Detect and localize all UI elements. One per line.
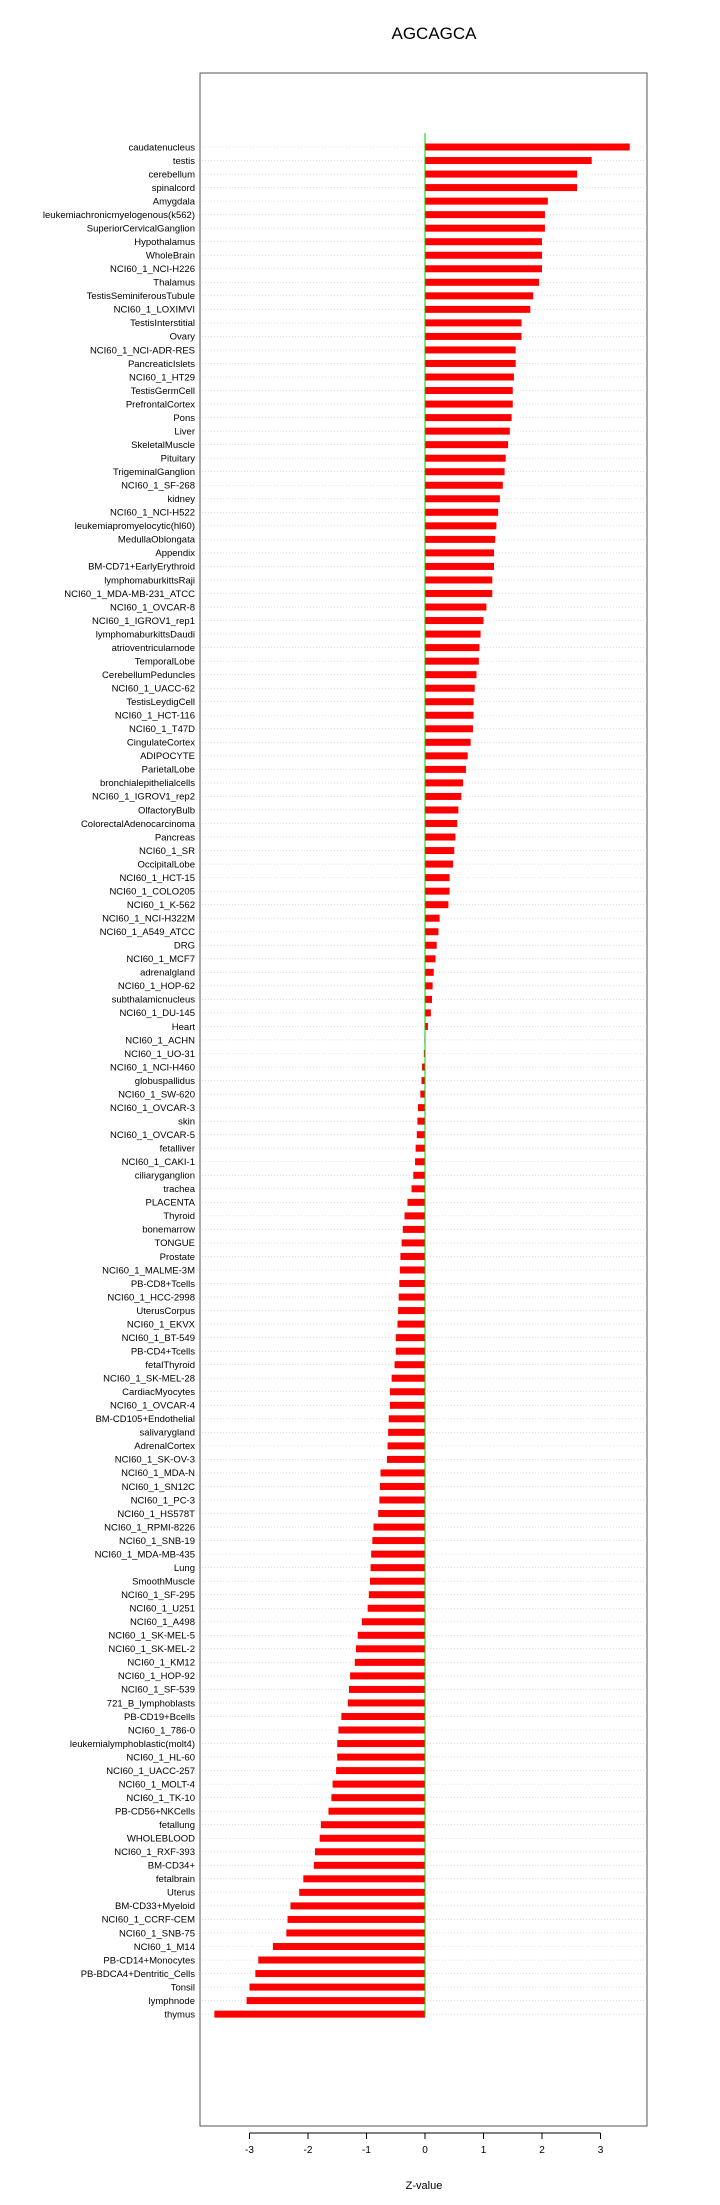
bar [425, 144, 630, 151]
category-label: bronchialepithelialcells [99, 778, 195, 790]
bar [425, 563, 494, 570]
bar [400, 1253, 425, 1260]
category-label: NCI60_1_CAKI-1 [121, 1157, 195, 1169]
x-axis [245, 2133, 604, 2156]
bar [425, 779, 463, 786]
bar [425, 847, 454, 854]
category-label: SkeletalMuscle [131, 439, 195, 451]
bar [374, 1524, 425, 1531]
bar [425, 766, 466, 773]
category-label: Appendix [155, 548, 195, 560]
bar [396, 1348, 425, 1355]
category-label: testis [172, 155, 195, 167]
category-label: NCI60_1_RXF-393 [114, 1847, 195, 1859]
category-label: NCI60_1_HT29 [128, 372, 195, 384]
category-label: PB-CD8+Tcells [130, 1278, 195, 1290]
category-label: NCI60_1_SF-295 [121, 1590, 195, 1602]
bar [400, 1266, 425, 1273]
bar [425, 292, 533, 299]
bar [303, 1875, 425, 1882]
category-label: fetalThyroid [145, 1360, 195, 1371]
category-label: trachea [163, 1184, 195, 1196]
category-label: PancreaticIslets [127, 358, 195, 370]
category-label: skin [178, 1116, 195, 1128]
bar [380, 1483, 425, 1490]
category-label: NCI60_1_MALME-3M [102, 1265, 195, 1277]
category-label: NCI60_1_NCI-ADR-RES [89, 345, 195, 357]
category-label: Pancreas [154, 832, 195, 844]
bar [355, 1659, 425, 1666]
bar [425, 265, 542, 272]
bar [405, 1212, 425, 1219]
bar [379, 1497, 425, 1504]
category-label: TestisSeminiferousTubule [86, 291, 195, 303]
category-label: NCI60_1_HCT-15 [119, 872, 195, 884]
bar [425, 171, 577, 178]
bar [273, 1943, 425, 1950]
category-label: bonemarrow [142, 1224, 195, 1236]
category-label: NCI60_1_SR [139, 845, 195, 857]
bar [425, 441, 508, 448]
bar [255, 1970, 425, 1977]
bar [350, 1672, 425, 1679]
bar [420, 1091, 425, 1098]
bar [396, 1334, 425, 1341]
bar [336, 1767, 425, 1774]
category-label: Heart [171, 1021, 195, 1033]
category-label: NCI60_1_OVCAR-8 [109, 602, 195, 614]
category-label: NCI60_1_NCI-H460 [109, 1062, 195, 1074]
category-label: ADIPOCYTE [140, 751, 195, 763]
bar [425, 346, 516, 353]
bar [425, 238, 542, 245]
category-label: globuspallidus [134, 1075, 195, 1087]
bar [413, 1172, 425, 1179]
category-label: NCI60_1_UO-31 [124, 1048, 195, 1060]
category-label: NCI60_1_HOP-62 [117, 981, 195, 993]
bar [425, 1009, 431, 1016]
bar [425, 739, 471, 746]
category-label: NCI60_1_SK-OV-3 [114, 1454, 195, 1466]
bar [425, 685, 475, 692]
bar [425, 604, 486, 611]
category-label: Lung [173, 1562, 195, 1574]
category-label: NCI60_1_UACC-257 [106, 1765, 195, 1777]
category-label: NCI60_1_PC-3 [130, 1495, 195, 1507]
category-label: NCI60_1_MDA-N [121, 1468, 195, 1480]
x-tick-label: 3 [597, 2145, 604, 2156]
bar [388, 1429, 425, 1436]
category-label: NCI60_1_ACHN [125, 1035, 195, 1047]
category-label: Uterus [167, 1887, 195, 1899]
category-label: NCI60_1_U251 [129, 1603, 195, 1615]
plot-area-frame [200, 73, 647, 2126]
bar [425, 658, 479, 665]
category-label: NCI60_1_EKVX [126, 1319, 195, 1331]
bar [425, 468, 505, 475]
category-label: NCI60_1_HCC-2998 [107, 1292, 195, 1304]
category-label: fetallung [159, 1820, 195, 1832]
category-label: NCI60_1_TK-10 [126, 1792, 195, 1804]
bar [371, 1564, 425, 1571]
category-label: NCI60_1_COLO205 [109, 886, 195, 898]
bar [299, 1889, 425, 1896]
category-label: lymphnode [148, 1995, 195, 2007]
bar [387, 1456, 425, 1463]
category-label: atrioventricularnode [111, 642, 195, 654]
bar [250, 1984, 426, 1991]
category-label: NCI60_1_HOP-92 [117, 1671, 195, 1683]
category-label: PrefrontalCortex [125, 399, 195, 411]
category-label: PB-CD19+Bcells [123, 1711, 195, 1723]
category-label: NCI60_1_786-0 [127, 1725, 195, 1737]
category-label: SuperiorCervicalGanglion [86, 223, 195, 235]
bar [425, 157, 592, 164]
bar [378, 1510, 425, 1517]
category-label: WHOLEBLOOD [126, 1833, 195, 1845]
bar [416, 1145, 425, 1152]
bar [337, 1740, 425, 1747]
bar [371, 1551, 425, 1558]
category-label: Amygdala [152, 196, 195, 208]
category-label: SmoothMuscle [132, 1576, 195, 1588]
bar [290, 1902, 425, 1909]
category-label: NCI60_1_NCI-H226 [109, 264, 195, 276]
bar [425, 996, 432, 1003]
category-label: NCI60_1_OVCAR-3 [109, 1102, 195, 1114]
category-label: NCI60_1_OVCAR-5 [109, 1129, 195, 1141]
bar [320, 1835, 425, 1842]
category-label: Prostate [159, 1251, 195, 1263]
category-label: Ovary [169, 331, 195, 343]
bar [425, 631, 481, 638]
category-label: caudatenucleus [128, 142, 195, 154]
bar [425, 793, 461, 800]
bar [425, 428, 510, 435]
category-label: TestisGermCell [130, 385, 195, 397]
bar [425, 861, 453, 868]
category-label: Tonsil [170, 1982, 195, 1994]
bar [425, 279, 539, 286]
category-label: BM-CD71+EarlyErythroid [88, 561, 195, 573]
category-label: NCI60_1_SF-268 [121, 480, 195, 492]
bar [372, 1537, 425, 1544]
category-label: NCI60_1_CCRF-CEM [101, 1914, 195, 1926]
category-label: ParietalLobe [141, 764, 195, 776]
bar [321, 1821, 425, 1828]
category-label: NCI60_1_RPMI-8226 [104, 1522, 195, 1534]
bar [425, 590, 492, 597]
category-label: NCI60_1_A549_ATCC [99, 927, 195, 939]
bar [315, 1848, 425, 1855]
category-label: Pons [173, 412, 195, 424]
bar [425, 549, 494, 556]
category-label: TrigeminalGanglion [112, 467, 195, 479]
x-tick-label: 2 [539, 2145, 545, 2156]
bar [398, 1307, 425, 1314]
category-label: BM-CD33+Myeloid [115, 1901, 195, 1913]
bar [425, 576, 492, 583]
category-label: PB-BDCA4+Dentritic_Cells [80, 1968, 195, 1980]
category-labels [43, 142, 196, 2020]
category-label: lymphomaburkittsDaudi [95, 629, 195, 641]
category-label: adrenalgland [140, 967, 195, 979]
bar [425, 712, 474, 719]
category-label: CerebellumPeduncles [102, 669, 195, 681]
bar [288, 1916, 425, 1923]
bar [258, 1957, 425, 1964]
category-label: fetalbrain [155, 1874, 195, 1886]
bars [214, 144, 629, 2018]
bar [381, 1469, 425, 1476]
category-label: NCI60_1_MDA-MB-231_ATCC [64, 588, 195, 600]
category-label: ciliaryganglion [134, 1170, 195, 1182]
bar [425, 928, 438, 935]
bar [425, 915, 440, 922]
category-label: NCI60_1_K-562 [126, 899, 195, 911]
bar [389, 1415, 425, 1422]
bar [425, 252, 542, 259]
bar [286, 1929, 425, 1936]
category-label: NCI60_1_HL-60 [126, 1752, 195, 1764]
bar [425, 806, 458, 813]
bar [214, 2011, 425, 2018]
category-label: PB-CD14+Monocytes [103, 1955, 195, 1967]
category-label: OlfactoryBulb [137, 805, 195, 817]
bar [331, 1794, 425, 1801]
category-label: spinalcord [151, 182, 195, 194]
bar [390, 1388, 425, 1395]
category-label: WholeBrain [145, 250, 195, 262]
bar [348, 1699, 425, 1706]
bar [425, 225, 545, 232]
category-label: Pituitary [160, 453, 195, 465]
bar [395, 1361, 425, 1368]
bar [328, 1808, 425, 1815]
bar [403, 1226, 425, 1233]
bar [425, 374, 514, 381]
bar [417, 1131, 425, 1138]
bar [369, 1591, 425, 1598]
bar [247, 1997, 425, 2004]
category-label: NCI60_1_IGROV1_rep1 [92, 615, 195, 627]
bar [425, 360, 516, 367]
category-label: NCI60_1_SK-MEL-2 [108, 1644, 195, 1656]
category-label: NCI60_1_IGROV1_rep2 [92, 791, 195, 803]
category-label: NCI60_1_NCI-H322M [102, 913, 195, 925]
bar [425, 184, 577, 191]
category-label: TestisInterstitial [130, 318, 195, 330]
category-label: Thalamus [153, 277, 195, 289]
bar [425, 401, 513, 408]
bar [425, 752, 468, 759]
x-tick-label: -2 [303, 2145, 313, 2156]
bar [407, 1199, 425, 1206]
category-label: NCI60_1_SF-539 [121, 1684, 195, 1696]
category-label: cerebellum [148, 169, 195, 181]
bar [338, 1727, 425, 1734]
category-label: ColorectalAdenocarcinoma [80, 818, 195, 830]
bar [370, 1578, 425, 1585]
category-label: NCI60_1_SK-MEL-28 [103, 1373, 195, 1385]
bar [425, 834, 455, 841]
bar [425, 644, 479, 651]
x-tick-label: 1 [480, 2145, 487, 2156]
category-label: NCI60_1_SN12C [121, 1481, 195, 1493]
category-label: Thyroid [163, 1211, 195, 1223]
category-label: NCI60_1_HCT-116 [114, 710, 195, 722]
category-label: NCI60_1_A498 [130, 1617, 195, 1629]
bar [333, 1781, 425, 1788]
category-label: NCI60_1_MDA-MB-435 [94, 1549, 195, 1561]
category-label: NCI60_1_NCI-H522 [109, 507, 195, 519]
category-label: NCI60_1_LOXIMVI [113, 304, 195, 316]
category-label: NCI60_1_SNB-19 [118, 1535, 195, 1547]
bar [425, 820, 457, 827]
bar [425, 211, 545, 218]
category-label: AdrenalCortex [134, 1441, 195, 1453]
bar [399, 1294, 425, 1301]
bar [390, 1402, 425, 1409]
category-label: fetalliver [159, 1143, 195, 1155]
bar [425, 306, 530, 313]
bar [425, 482, 503, 489]
category-label: leukemiapromyelocytic(hl60) [74, 521, 195, 533]
bar [356, 1645, 425, 1652]
bar [425, 509, 498, 516]
category-label: NCI60_1_DU-145 [119, 1008, 195, 1020]
category-label: NCI60_1_KM12 [127, 1657, 195, 1669]
category-label: lymphomaburkittsRaji [104, 575, 195, 587]
category-label: BM-CD34+ [147, 1860, 195, 1872]
category-label: NCI60_1_MCF7 [126, 954, 195, 966]
category-label: BM-CD105+Endothelial [95, 1414, 195, 1426]
category-label: NCI60_1_OVCAR-4 [109, 1400, 195, 1412]
bar [418, 1104, 425, 1111]
category-label: NCI60_1_SK-MEL-5 [108, 1630, 195, 1642]
bar [425, 495, 500, 502]
bar [417, 1118, 425, 1125]
bar [392, 1375, 425, 1382]
category-label: NCI60_1_HS578T [117, 1508, 195, 1520]
bar [425, 955, 436, 962]
bar [388, 1442, 425, 1449]
bar [425, 387, 513, 394]
bar [425, 455, 506, 462]
bar [358, 1632, 425, 1639]
category-label: PLACENTA [145, 1197, 195, 1209]
category-label: NCI60_1_SW-620 [118, 1089, 195, 1101]
category-label: TONGUE [154, 1238, 195, 1250]
category-label: CardiacMyocytes [122, 1387, 195, 1399]
category-label: NCI60_1_M14 [133, 1941, 195, 1953]
bar [341, 1713, 425, 1720]
bar [425, 414, 512, 421]
category-label: Hypothalamus [134, 237, 195, 249]
category-label: NCI60_1_T47D [128, 724, 195, 736]
chart-title: AGCAGCA [391, 24, 477, 43]
bar [425, 522, 496, 529]
bar [425, 725, 473, 732]
bar [425, 888, 450, 895]
category-label: thymus [164, 2009, 195, 2021]
bar [425, 982, 433, 989]
bar [425, 874, 450, 881]
category-label: Liver [174, 426, 195, 438]
category-label: leukemialymphoblastic(molt4) [69, 1738, 195, 1750]
category-label: NCI60_1_UACC-62 [111, 683, 195, 695]
category-label: NCI60_1_BT-549 [121, 1332, 195, 1344]
category-label: CingulateCortex [126, 737, 195, 749]
bar [337, 1754, 425, 1761]
bar [425, 198, 548, 205]
x-tick-label: -3 [245, 2145, 254, 2156]
x-tick-label: -1 [362, 2145, 371, 2156]
bar [425, 319, 522, 326]
category-label: OccipitalLobe [137, 859, 195, 871]
category-label: NCI60_1_MOLT-4 [118, 1779, 195, 1791]
category-label: subthalamicnucleus [111, 994, 195, 1006]
bar [314, 1862, 425, 1869]
bar [415, 1158, 425, 1165]
bar [425, 698, 474, 705]
bar [425, 969, 434, 976]
bar [421, 1077, 425, 1084]
bar [399, 1280, 425, 1287]
bar [362, 1618, 425, 1625]
category-label: DRG [173, 940, 195, 952]
x-tick-label: 0 [422, 2145, 428, 2156]
category-label: MedullaOblongata [117, 534, 195, 546]
category-label: kidney [167, 494, 195, 506]
bar [425, 333, 522, 340]
bar [425, 942, 437, 949]
category-label: 721_B_lymphoblasts [106, 1698, 195, 1710]
category-label: TestisLeydigCell [126, 697, 195, 709]
bar [425, 617, 484, 624]
category-label: salivarygland [139, 1427, 195, 1439]
bar [398, 1321, 425, 1328]
bar [349, 1686, 425, 1693]
category-label: PB-CD56+NKCells [115, 1806, 195, 1818]
bar [402, 1239, 425, 1246]
category-label: PB-CD4+Tcells [130, 1346, 195, 1358]
bar [412, 1185, 425, 1192]
bar [368, 1605, 425, 1612]
category-label: leukemiachronicmyelogenous(k562) [42, 209, 195, 221]
bar [425, 536, 495, 543]
category-label: TemporalLobe [134, 656, 195, 668]
bar [425, 901, 448, 908]
x-axis-label: Z-value [405, 2180, 443, 2192]
category-label: NCI60_1_SNB-75 [118, 1928, 195, 1940]
bar [425, 671, 476, 678]
category-label: UterusCorpus [136, 1305, 195, 1317]
